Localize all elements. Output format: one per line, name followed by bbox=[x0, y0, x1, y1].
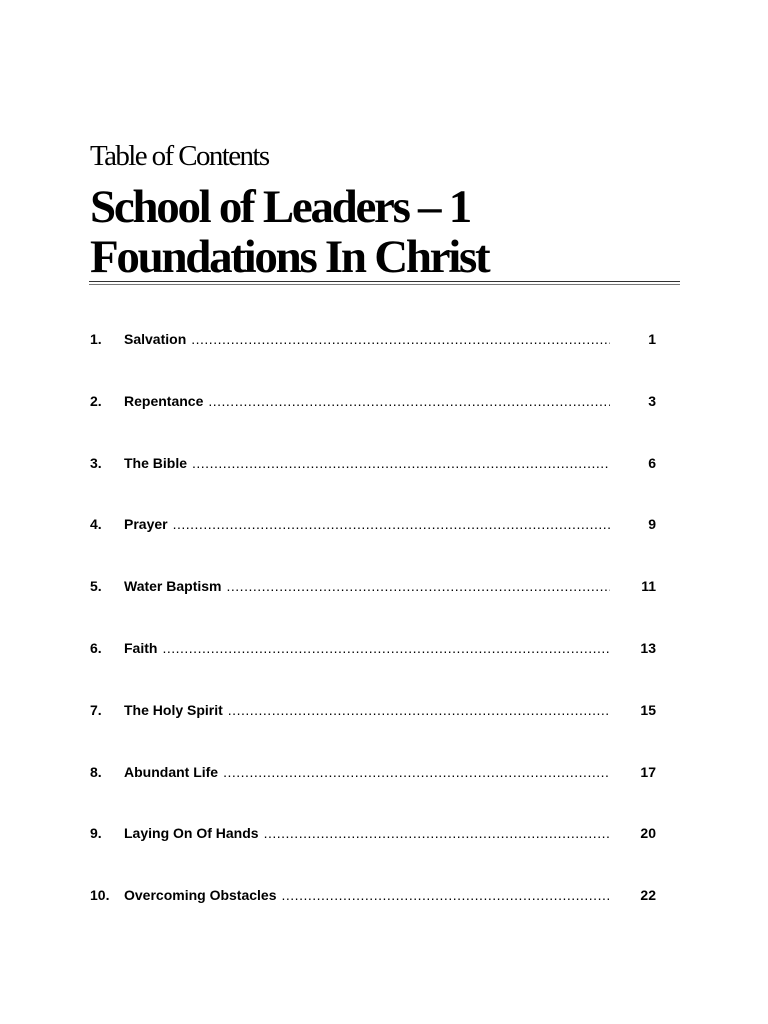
entry-title: Laying On Of Hands bbox=[124, 825, 259, 842]
toc-entry[interactable] bbox=[90, 877, 656, 939]
entry-title: Faith bbox=[124, 639, 158, 656]
dot-leader bbox=[192, 445, 610, 481]
dot-leader bbox=[162, 630, 610, 666]
dot-leader bbox=[227, 568, 610, 604]
entry-title: The Bible bbox=[124, 454, 188, 471]
subtitle: Table of Contents bbox=[90, 140, 269, 172]
entry-title: Overcoming Obstacles bbox=[124, 887, 277, 904]
title-divider bbox=[89, 281, 680, 285]
toc-entry[interactable] bbox=[90, 445, 656, 507]
entry-number: 1. bbox=[90, 331, 102, 347]
table-of-contents bbox=[90, 321, 656, 939]
entry-page-number: 11 bbox=[641, 578, 656, 595]
entry-page-number: 3 bbox=[648, 392, 656, 409]
entry-number: 4. bbox=[90, 516, 102, 533]
toc-entry[interactable] bbox=[90, 815, 656, 877]
dot-leader bbox=[282, 877, 610, 913]
title-line-2: Foundations In Christ bbox=[90, 231, 489, 283]
entry-number: 8. bbox=[90, 763, 102, 780]
dot-leader bbox=[228, 692, 610, 728]
toc-entry[interactable] bbox=[90, 321, 656, 383]
toc-entry[interactable] bbox=[90, 383, 656, 445]
entry-number: 5. bbox=[90, 578, 102, 595]
entry-number: 3. bbox=[90, 454, 102, 471]
dot-leader bbox=[173, 506, 610, 542]
entry-title: The Holy Spirit bbox=[124, 701, 223, 718]
entry-title: Repentance bbox=[124, 392, 204, 409]
entry-page-number: 22 bbox=[640, 887, 656, 904]
dot-leader bbox=[223, 754, 610, 790]
entry-page-number: 20 bbox=[640, 825, 656, 842]
entry-number: 7. bbox=[90, 701, 102, 718]
entry-page-number: 9 bbox=[648, 516, 656, 533]
toc-entry[interactable] bbox=[90, 568, 656, 630]
entry-number: 10. bbox=[90, 887, 110, 904]
entry-title: Water Baptism bbox=[124, 578, 222, 595]
entry-title: Prayer bbox=[124, 516, 168, 533]
dot-leader bbox=[264, 815, 610, 851]
entry-number: 9. bbox=[90, 825, 102, 842]
entry-page-number: 13 bbox=[640, 639, 656, 656]
entry-page-number: 1 bbox=[648, 331, 656, 347]
toc-entry[interactable] bbox=[90, 630, 656, 692]
toc-entry[interactable] bbox=[90, 506, 656, 568]
entry-number: 6. bbox=[90, 639, 102, 656]
dot-leader bbox=[191, 321, 610, 357]
title-line-1: School of Leaders – 1 bbox=[90, 181, 470, 233]
entry-page-number: 17 bbox=[640, 763, 656, 780]
entry-title: Abundant Life bbox=[124, 763, 219, 780]
toc-entry[interactable] bbox=[90, 754, 656, 816]
entry-number: 2. bbox=[90, 392, 102, 409]
toc-entry[interactable] bbox=[90, 692, 656, 754]
heading-block bbox=[90, 138, 690, 282]
dot-leader bbox=[208, 383, 610, 419]
entry-page-number: 6 bbox=[648, 454, 656, 471]
entry-title: Salvation bbox=[124, 331, 187, 347]
entry-page-number: 15 bbox=[640, 701, 656, 718]
